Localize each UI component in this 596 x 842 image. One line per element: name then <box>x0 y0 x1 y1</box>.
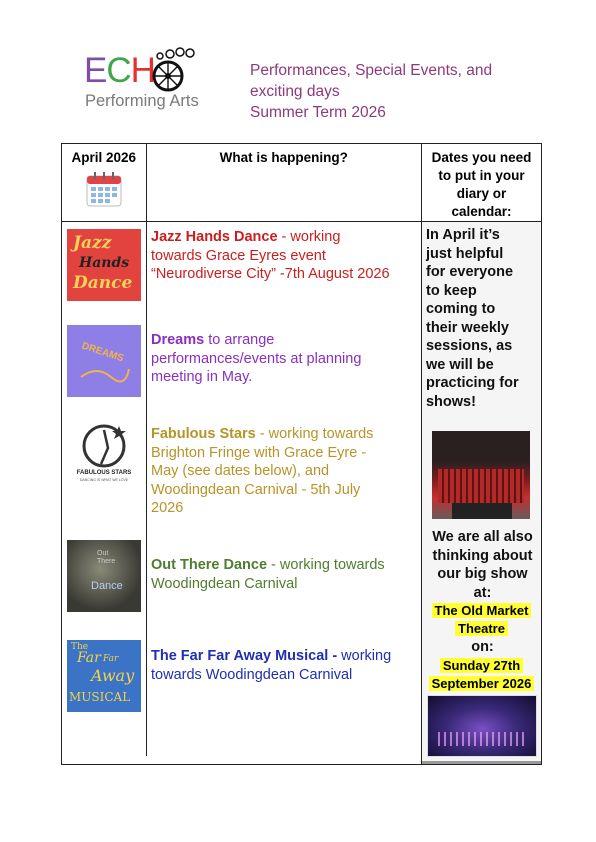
out-there-dance-thumbnail: Out There Dance <box>67 540 141 612</box>
on-label: on: <box>471 639 494 655</box>
logo-subtitle: Performing Arts <box>85 92 199 110</box>
events-list <box>62 222 421 755</box>
fabulous-stars-thumbnail: FABULOUS STARS DANCING IS WHAT WE LOVE <box>67 418 141 490</box>
far-far-away-thumbnail: The Far Far Away MUSICAL <box>67 640 141 712</box>
echo-logo <box>84 38 214 118</box>
jazz-hands-thumbnail: Jazz Hands Dance <box>67 229 141 301</box>
calendar-icon <box>85 170 123 208</box>
wheel-icon <box>146 46 202 92</box>
list-item: Jazz Hands Dance - working towards Grace Eyres event “Neurodiverse City” -7th August 2026 <box>151 229 390 282</box>
dreams-thumbnail: DREAMS <box>67 325 141 397</box>
events-table <box>61 143 542 765</box>
venue-name: The Old Market Theatre <box>422 602 541 638</box>
column-divider <box>146 221 147 756</box>
april-note: In April it’s just helpful for everyone to keep coming to their weekly sessions, as we will be practicing for shows! <box>425 227 519 410</box>
big-show-note: We are all also thinking about our big show at: <box>432 529 533 601</box>
list-item: The Far Far Away Musical - working towards Woodingdean Carnival <box>151 648 392 683</box>
events-cell <box>62 222 422 765</box>
list-item: Dreams to arrange performances/events at planning meeting in May. <box>151 332 362 385</box>
show-date: Sunday 27th September 2026 <box>422 657 541 693</box>
cell-bottom-shadow <box>422 761 541 764</box>
stage-photo <box>427 695 537 757</box>
dates-cell <box>421 222 541 765</box>
list-item: Fabulous Stars - working towards Brighton Fringe with Grace Eyre - May (see dates below), and Woodingdean Carnival - 5th July 2026 <box>151 426 374 516</box>
page-heading: Performances, Special Events, and exciting days Summer Term 2026 <box>250 62 493 121</box>
list-item: Out There Dance - working towards Woodingdean Carnival <box>151 557 385 592</box>
logo-wordmark: ECH <box>84 51 155 90</box>
dates-header-cell: Dates you need to put in your diary or calendar: <box>421 144 541 222</box>
theatre-photo <box>432 431 530 519</box>
happening-header-cell: What is happening? <box>146 144 421 222</box>
month-header-cell: April 2026 <box>62 144 147 222</box>
table-header-row <box>62 144 542 222</box>
table-body-row <box>62 222 542 765</box>
